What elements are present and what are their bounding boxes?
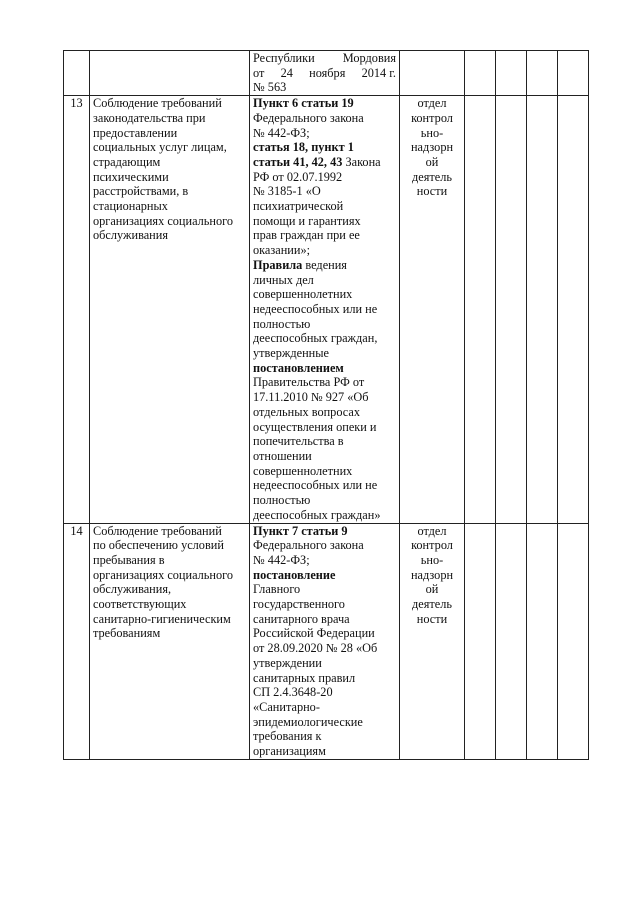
continuation-word: 24 xyxy=(280,65,293,80)
legal-act-line xyxy=(253,273,396,288)
requirements-table xyxy=(63,50,589,760)
legal-act-text: утвержденные xyxy=(253,346,329,361)
cell-empty xyxy=(527,96,558,523)
legal-act-line xyxy=(253,568,396,583)
responsible-body-line: ой xyxy=(425,154,439,169)
continuation-line xyxy=(253,51,396,66)
legal-act-line xyxy=(253,464,396,479)
legal-acts-text xyxy=(250,96,400,523)
legal-act-line xyxy=(253,170,396,185)
legal-act-line xyxy=(253,390,396,405)
responsible-body-line: ьно- xyxy=(420,552,444,567)
responsible-body-line: отдел xyxy=(417,523,447,538)
responsible-body-line: отдел xyxy=(417,96,447,111)
legal-act-text: Федерального закона xyxy=(253,110,364,125)
requirement-line: Соблюдение требований xyxy=(93,523,222,538)
responsible-body-line: деятель xyxy=(412,597,452,612)
legal-act-text: полностью xyxy=(253,316,311,331)
legal-act-text: совершеннолетних xyxy=(253,287,353,302)
legal-act-text: организациям xyxy=(253,744,326,759)
cell-empty xyxy=(496,96,527,523)
legal-act-text: помощи и гарантиях xyxy=(253,213,361,228)
legal-act-bold: статья 18, пункт 1 xyxy=(253,140,354,155)
responsible-body-line: контрол xyxy=(411,538,453,553)
legal-act-bold: постановлением xyxy=(253,360,344,375)
cell-empty xyxy=(558,51,589,96)
responsible-body-line: ности xyxy=(416,611,448,626)
legal-act-line xyxy=(253,744,396,759)
legal-act-line xyxy=(253,405,396,420)
legal-act-line xyxy=(253,346,396,361)
legal-act-bold: Пункт 7 статьи 9 xyxy=(253,523,348,538)
requirement-line: страдающим xyxy=(93,154,161,169)
requirement-line: социальных услуг лицам, xyxy=(93,140,227,155)
row-number: 13 xyxy=(64,96,90,523)
requirement-line: организациях социального xyxy=(93,567,234,582)
legal-act-line xyxy=(253,685,396,700)
legal-acts-text xyxy=(250,523,400,759)
legal-act-line xyxy=(253,612,396,627)
continuation-word: ноября xyxy=(309,65,346,80)
legal-act-line xyxy=(253,478,396,493)
responsible-body-line: ой xyxy=(425,582,439,597)
requirement-line: организациях социального xyxy=(93,213,234,228)
legal-act-text: личных дел xyxy=(253,272,314,287)
responsible-body xyxy=(400,523,465,759)
legal-act-text: «Санитарно- xyxy=(253,699,320,714)
legal-act-line xyxy=(253,493,396,508)
legal-act-text: отдельных вопросах xyxy=(253,404,360,419)
requirement-line: по обеспечению условий xyxy=(93,538,224,553)
requirement-line: требованиям xyxy=(93,626,161,641)
legal-act-text: эпидемиологические xyxy=(253,714,363,729)
requirement-line: стационарных xyxy=(93,199,168,214)
legal-act-text: Правительства РФ от xyxy=(253,375,365,390)
legal-act-line xyxy=(253,111,396,126)
legal-act-line xyxy=(253,287,396,302)
legal-act-text: осуществления опеки и xyxy=(253,419,377,434)
continuation-word: Мордовия xyxy=(342,51,396,65)
table-row xyxy=(64,523,589,759)
legal-act-line xyxy=(253,434,396,449)
legal-act-line xyxy=(253,302,396,317)
legal-act-line xyxy=(253,375,396,390)
legal-act-text: санитарных правил xyxy=(253,670,356,685)
legal-act-line xyxy=(253,538,396,553)
legal-act-text: СП 2.4.3648-20 xyxy=(253,685,333,700)
legal-act-line xyxy=(253,214,396,229)
legal-act-text: № 442-ФЗ; xyxy=(253,125,310,140)
legal-act-text: Главного xyxy=(253,582,301,597)
legal-act-line xyxy=(253,582,396,597)
legal-act-text: недееспособных или не xyxy=(253,301,378,316)
legal-act-line xyxy=(253,199,396,214)
requirement-line: психическими xyxy=(93,169,169,184)
legal-act-text: дееспособных граждан» xyxy=(253,507,381,522)
responsible-body-line: надзорн xyxy=(410,140,454,155)
legal-act-line xyxy=(253,626,396,641)
legal-act-line xyxy=(253,243,396,258)
legal-act-text: психиатрической xyxy=(253,199,344,214)
cell-body xyxy=(400,51,465,96)
legal-act-line xyxy=(253,715,396,730)
legal-act-line xyxy=(253,671,396,686)
legal-act-line xyxy=(253,597,396,612)
continuation-line xyxy=(253,66,396,81)
legal-act-text: № 3185-1 «О xyxy=(253,184,321,199)
requirement-line: санитарно-гигиеническим xyxy=(93,611,231,626)
continuation-line xyxy=(253,80,396,95)
legal-act-line xyxy=(253,126,396,141)
responsible-body-line: надзорн xyxy=(410,567,454,582)
legal-act-line xyxy=(253,524,396,539)
continuation-word: от xyxy=(253,65,265,80)
legal-act-line xyxy=(253,641,396,656)
legal-act-line xyxy=(253,656,396,671)
legal-act-text: № 442-ФЗ; xyxy=(253,552,310,567)
legal-act-line xyxy=(253,449,396,464)
cell-empty xyxy=(465,96,496,523)
cell-empty xyxy=(558,523,589,759)
requirement-line: Соблюдение требований xyxy=(93,96,222,111)
legal-act-text: дееспособных граждан, xyxy=(253,331,378,346)
cell-empty xyxy=(465,51,496,96)
requirement-line: расстройствами, в xyxy=(93,184,189,199)
legal-act-line xyxy=(253,96,396,111)
legal-act-text: совершеннолетних xyxy=(253,463,353,478)
legal-act-line xyxy=(253,331,396,346)
table-row xyxy=(64,96,589,523)
legal-act-text: ведения xyxy=(302,257,347,272)
legal-act-bold: Правила xyxy=(253,257,303,272)
requirement-text xyxy=(90,523,250,759)
row-number: 14 xyxy=(64,523,90,759)
legal-act-text: от 28.09.2020 № 28 «Об xyxy=(253,641,378,656)
legal-act-text: государственного xyxy=(253,597,345,612)
legal-act-text: 17.11.2010 № 927 «Об xyxy=(253,390,369,405)
requirement-line: законодательства при xyxy=(93,110,206,125)
requirement-line: обслуживания, xyxy=(93,582,172,597)
legal-act-line xyxy=(253,155,396,170)
legal-act-line xyxy=(253,420,396,435)
cell-empty xyxy=(496,523,527,759)
cell-empty xyxy=(527,523,558,759)
responsible-body-line: контрол xyxy=(411,110,453,125)
legal-act-line xyxy=(253,184,396,199)
legal-act-text: Федерального закона xyxy=(253,538,364,553)
cell-empty xyxy=(496,51,527,96)
legal-act-line xyxy=(253,258,396,273)
legal-act-text: РФ от 02.07.1992 xyxy=(253,169,343,184)
table-row-continuation xyxy=(64,51,589,96)
requirement-line: соответствующих xyxy=(93,597,187,612)
legal-act-bold: статьи 41, 42, 43 xyxy=(253,154,343,169)
legal-act-text: прав граждан при ее xyxy=(253,228,360,243)
responsible-body xyxy=(400,96,465,523)
legal-act-text: Российской Федерации xyxy=(253,626,375,641)
requirement-text xyxy=(90,96,250,523)
requirement-line: обслуживания xyxy=(93,228,168,243)
legal-act-line xyxy=(253,140,396,155)
legal-act-bold: постановление xyxy=(253,567,336,582)
continuation-word: № 563 xyxy=(253,80,287,95)
requirement-line: предоставлении xyxy=(93,125,178,140)
legal-act-line xyxy=(253,700,396,715)
legal-act-text: недееспособных или не xyxy=(253,478,378,493)
requirement-line: пребывания в xyxy=(93,552,165,567)
continuation-word: Республики xyxy=(253,51,315,65)
responsible-body-line: деятель xyxy=(412,169,452,184)
legal-act-text: отношении xyxy=(253,448,312,463)
cell-requirement xyxy=(90,51,250,96)
cell-num xyxy=(64,51,90,96)
cell-empty xyxy=(558,96,589,523)
cell-empty xyxy=(465,523,496,759)
legal-act-line xyxy=(253,729,396,744)
legal-act-text: утверждении xyxy=(253,655,322,670)
responsible-body-line: ности xyxy=(416,184,448,199)
legal-act-text: требования к xyxy=(253,729,322,744)
continuation-word: 2014 г. xyxy=(361,65,396,80)
cell-empty xyxy=(527,51,558,96)
legal-act-text: попечительства в xyxy=(253,434,344,449)
legal-act-text: санитарного врача xyxy=(253,611,350,626)
legal-act-text: оказании»; xyxy=(253,243,311,258)
responsible-body-line: ьно- xyxy=(420,125,444,140)
cell-acts-continuation xyxy=(250,51,400,96)
legal-act-line xyxy=(253,508,396,523)
legal-act-text: Закона xyxy=(342,154,381,169)
legal-act-bold: Пункт 6 статьи 19 xyxy=(253,96,354,111)
legal-act-text: полностью xyxy=(253,493,311,508)
legal-act-line xyxy=(253,553,396,568)
legal-act-line xyxy=(253,228,396,243)
legal-act-line xyxy=(253,317,396,332)
legal-act-line xyxy=(253,361,396,376)
